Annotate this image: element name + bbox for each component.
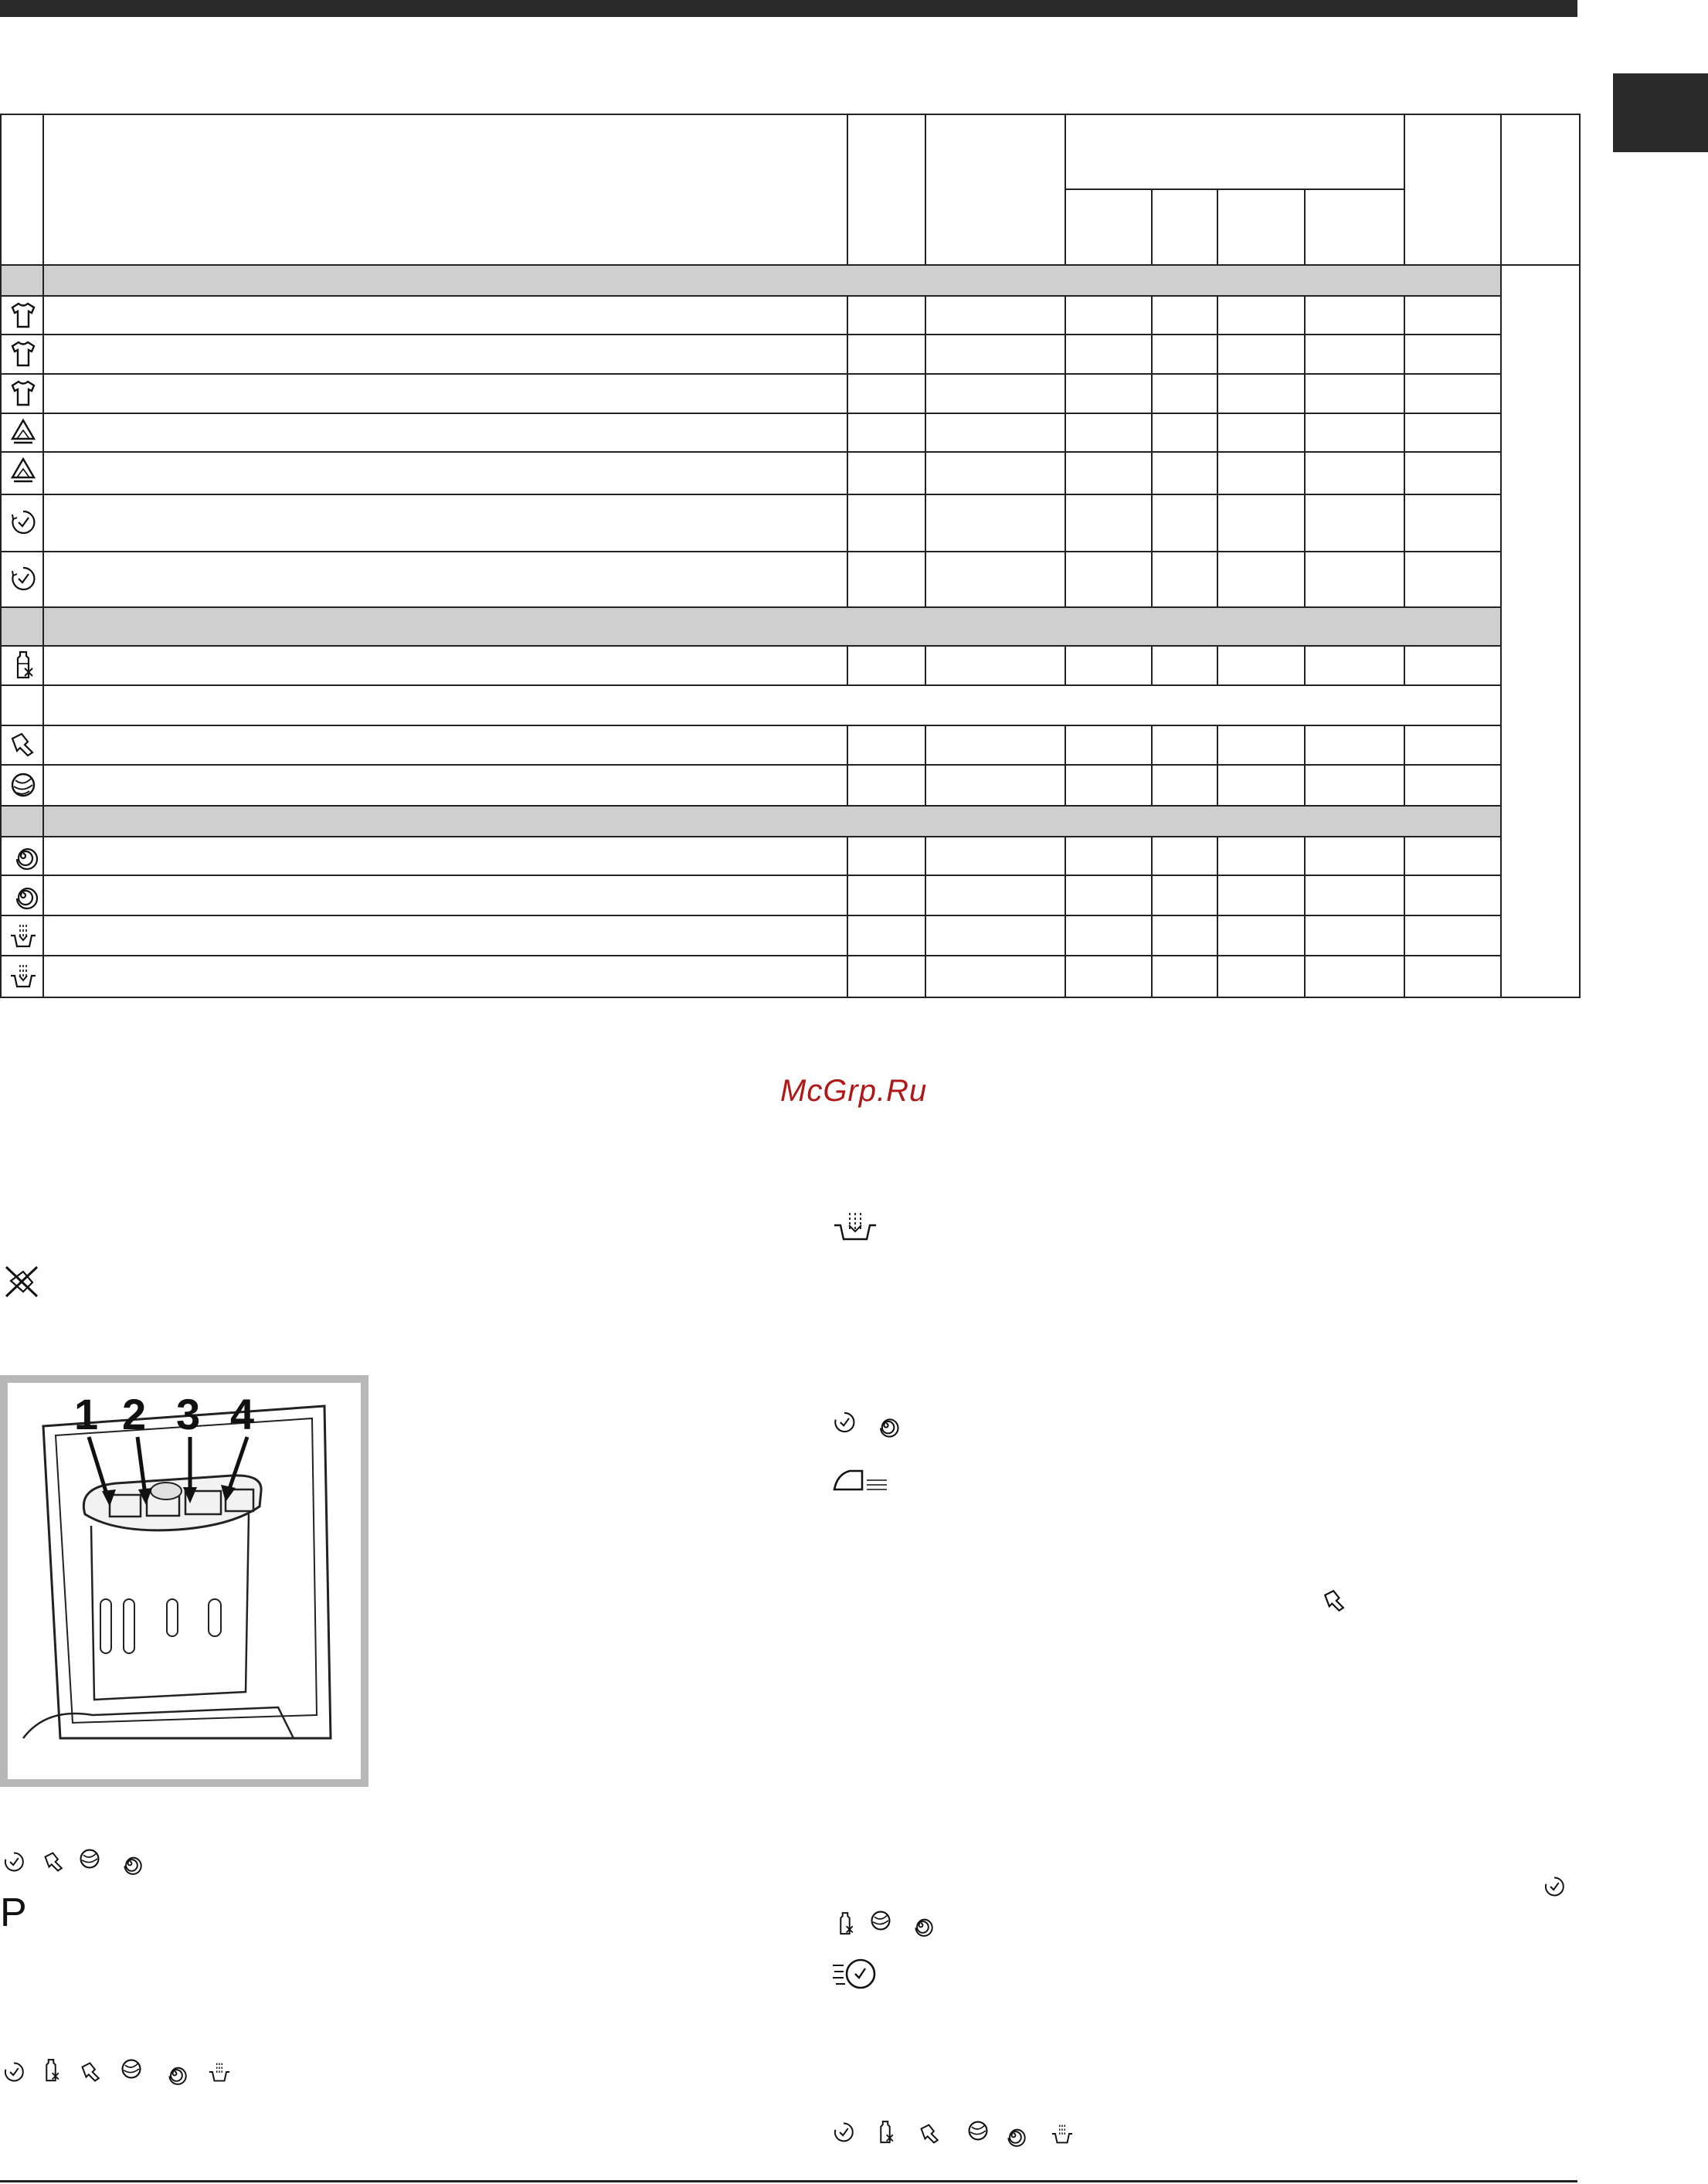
baby-bottle-icon	[37, 2055, 65, 2086]
spin-icon	[161, 2060, 188, 2087]
programme-table	[0, 114, 1581, 998]
section-row-2	[2, 606, 1501, 645]
synthetics-icon	[6, 454, 40, 488]
top-header-bar	[0, 0, 1577, 17]
silk-icon	[6, 728, 40, 762]
drain-icon	[204, 2058, 235, 2086]
synthetics-icon	[6, 416, 40, 450]
section-row-1	[2, 266, 1501, 295]
tshirt-icon	[6, 337, 40, 371]
drain-icon	[1046, 2120, 1078, 2148]
tshirt-icon	[6, 298, 40, 332]
time-saver-icon	[831, 1955, 879, 1993]
spin-icon	[6, 878, 40, 912]
detergent-drawer-figure	[0, 1375, 368, 1787]
spin-icon	[1000, 2121, 1027, 2149]
program-letter: P	[0, 1890, 27, 1935]
quick-wash-icon	[830, 2118, 857, 2146]
watermark-text: McGrp.Ru	[780, 1074, 928, 1108]
bottom-rule	[0, 2180, 1577, 2182]
svg-text:1: 1	[74, 1390, 99, 1438]
iron-icon	[831, 1463, 890, 1494]
drain-icon	[6, 919, 40, 953]
section-row-3	[2, 805, 1501, 836]
baby-bottle-icon	[6, 648, 40, 682]
silk-icon	[77, 2058, 105, 2086]
svg-text:4: 4	[230, 1390, 255, 1438]
wool-icon	[117, 2055, 145, 2083]
baby-bottle-icon	[871, 2117, 899, 2148]
quick-wash-icon	[0, 2058, 28, 2086]
quick-wash-icon	[6, 505, 40, 539]
wool-icon	[6, 768, 40, 802]
wool-icon	[76, 1845, 104, 1873]
silk-icon	[40, 1848, 68, 1876]
spin-icon	[907, 1911, 935, 1939]
drain-icon	[831, 1210, 879, 1244]
drain-icon	[6, 959, 40, 993]
wool-icon	[964, 2117, 992, 2145]
baby-bottle-icon	[831, 1908, 859, 1939]
svg-text:3: 3	[176, 1390, 201, 1438]
stain-icon	[0, 1259, 45, 1304]
spin-icon	[871, 1411, 901, 1440]
spin-icon	[116, 1849, 144, 1877]
quick-wash-icon	[830, 1408, 859, 1437]
silk-icon	[916, 2120, 944, 2148]
silk-icon	[1319, 1585, 1350, 1616]
spin-icon	[6, 839, 40, 873]
section-tab	[1613, 73, 1708, 152]
quick-wash-icon	[0, 1848, 28, 1876]
wool-icon	[867, 1907, 895, 1934]
svg-text:2: 2	[122, 1390, 147, 1438]
quick-wash-icon	[6, 562, 40, 596]
tshirt-icon	[6, 376, 40, 410]
quick-wash-icon	[1540, 1873, 1568, 1900]
